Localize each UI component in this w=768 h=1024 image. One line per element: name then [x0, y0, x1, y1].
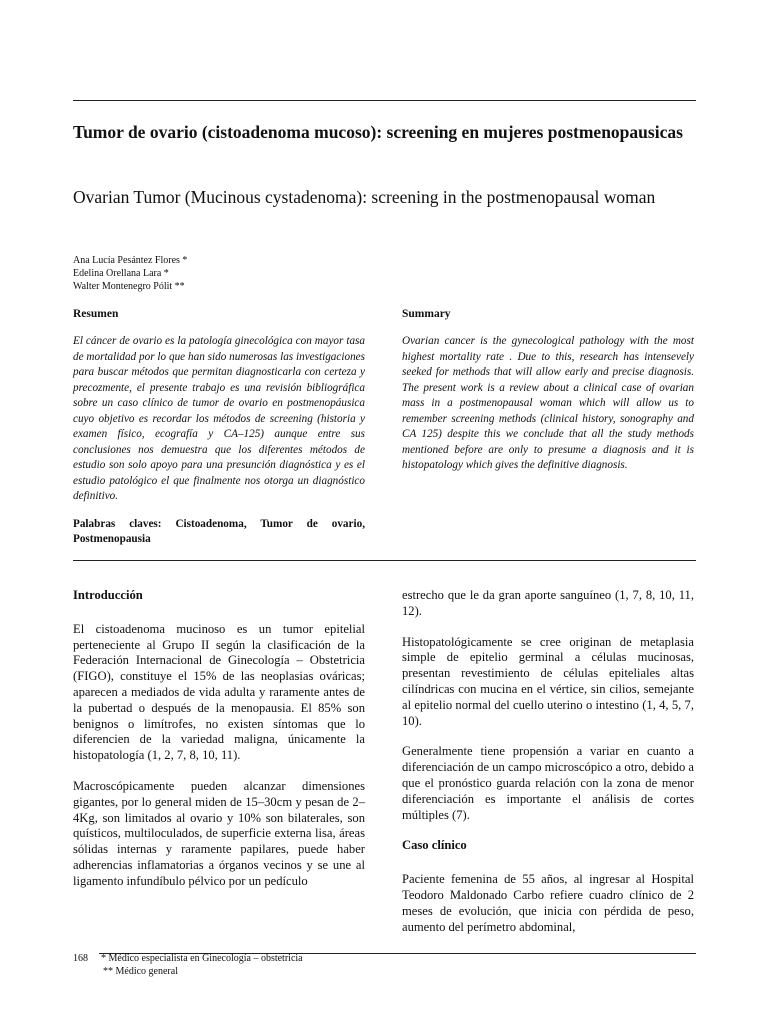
author-3: Walter Montenegro Pólit **	[73, 281, 185, 292]
resumen-text: El cáncer de ovario es la patología ginecológica con mayor tasa de mortalidad por lo que han sido numerosas las investigaciones para buscar métodos que permitan diagnosticarla con certeza y precozmente, el presente trabajo es una revisión bibliográfica sobre un caso clínico de tumor de ovario en postmenopáusica cuyo objetivo es recordar los métodos de screening (historia y examen físico, ecografía y CA–125) aunque entre sus conclusiones nos demuestra que los diferentes métodos de estudio son solo apoyo para una presunción diagnóstica y es el estudio patológico el que finalmente nos otorga un diagnóstico definitivo.	[73, 335, 365, 502]
intro-paragraph-2: Macroscópicamente pueden alcanzar dimensiones gigantes, por lo general miden de 15–30cm y pesan de 2–4Kg, son limitados al ovario y 10% son bilaterales, son quísticos, multiloculados, de superficie externa lisa, áreas sólidas internas y raramente papilares, puede haber adherencias inflamatorias a órganos vecinos y se une al ligamento infundíbulo pélvico por un pedículo	[73, 778, 365, 888]
body-paragraph-continued: estrecho que le da gran aporte sanguíneo (1, 7, 8, 10, 11, 12).	[402, 588, 694, 618]
article-title-english: Ovarian Tumor (Mucinous cystadenoma): screening in the postmenopausal woman	[73, 187, 656, 207]
author-list	[73, 254, 187, 293]
summary-heading: Summary	[402, 308, 451, 320]
resumen-heading: Resumen	[73, 308, 119, 320]
body-column-right	[402, 588, 694, 950]
intro-paragraph-1: El cistoadenoma mucinoso es un tumor epitelial perteneciente al Grupo II según la clasificación de la Federación Internacional de Ginecología – Obstetricia (FIGO), constituye el 15% de las neoplasias ováricas; aparecen a mediados de vida adulta y raramente antes de la pubertad o después de la menopausia. El 85% son benignos o limítrofes, no existen síntomas que lo diferencien de la variedad maligna, únicamente la histopatología (1, 2, 7, 8, 10, 11).	[73, 621, 365, 763]
author-1: Ana Lucía Pesántez Flores *	[73, 255, 188, 266]
top-rule	[73, 100, 696, 101]
footnote-2: ** Médico general	[103, 966, 178, 977]
section-rule	[73, 560, 696, 561]
page-number: 168	[73, 953, 88, 964]
summary-text: Ovarian cancer is the gynecological pathology with the most highest mortality rate . Due to this, research has intensevely seeked for methods that will allow early and precise diagnosis. The present work is a review about a clinical case of ovarian mass in a postmenopausal woman which will allow us to remember screening methods (clinical history, sonography and CA 125) despite this we conclude that all the study methods mentioned before are only to presume a diagnosis and it is histopatology which gives the definitive diagnosis.	[402, 335, 694, 471]
article-title-spanish: Tumor de ovario (cistoadenoma mucoso): screening en mujeres postmenopausicas	[73, 122, 683, 142]
case-heading: Caso clínico	[402, 838, 467, 853]
footnote-1: * Médico especialista en Ginecología – obstetricia	[101, 953, 303, 964]
differentiation-paragraph: Generalmente tiene propensión a variar en cuanto a diferenciación de un campo microscópico a otro, debido a que el pronóstico guarda relación con la zona de menor diferenciación es importante el análisis de cortes múltiples (7).	[402, 744, 694, 822]
introduction-heading: Introducción	[73, 588, 143, 602]
author-2: Edelina Orellana Lara *	[73, 268, 169, 279]
histopathology-paragraph: Histopatológicamente se cree originan de metaplasia simple de epitelio germinal a células mucinosas, presentan revestimiento de células epiteliales altas cilíndricas con mucina en el vértice, sin cilios, semejante al epitelio normal del cuello uterino o intestino (1, 4, 5, 7, 10).	[402, 634, 694, 728]
footnotes	[101, 952, 303, 978]
case-paragraph: Paciente femenina de 55 años, al ingresar al Hospital Teodoro Maldonado Carbo refiere cuadro clínico de 2 meses de evolución, que inicia con pérdida de peso, aumento del perímetro abdominal,	[402, 872, 694, 934]
body-column-left	[73, 588, 365, 905]
keywords: Palabras claves: Cistoadenoma, Tumor de ovario, Postmenopausia	[73, 518, 365, 545]
